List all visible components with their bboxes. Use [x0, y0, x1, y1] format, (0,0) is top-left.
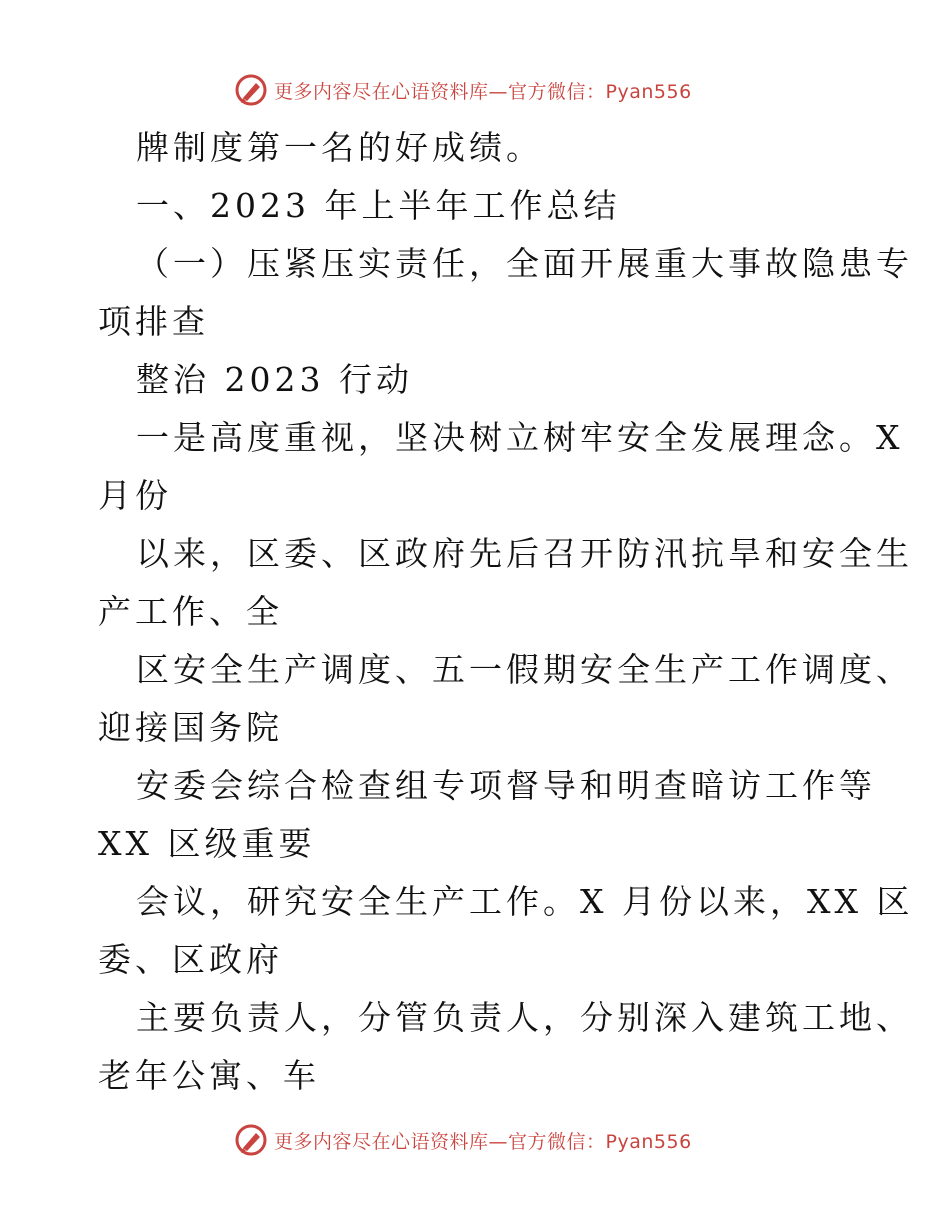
body-line: 安委会综合检查组专项督导和明查暗访工作等	[136, 766, 876, 805]
pen-logo-icon	[234, 1123, 268, 1157]
body-line: 产工作、全	[98, 592, 283, 631]
body-line: 老年公寓、车	[98, 1056, 320, 1095]
body-line: 委、区政府	[98, 940, 283, 979]
pen-logo-icon	[234, 73, 268, 107]
subsection-heading-cont: 项排查	[98, 302, 209, 341]
body-line: XX 区级重要	[98, 824, 316, 863]
body-line: 一是高度重视，坚决树立树牢安全发展理念。X	[136, 418, 904, 457]
body-line: 月份	[98, 476, 172, 515]
body-line: 以来，区委、区政府先后召开防汛抗旱和安全生	[136, 534, 913, 573]
section-heading: 一、2023 年上半年工作总结	[136, 186, 621, 225]
body-line: 区安全生产调度、五一假期安全生产工作调度、	[136, 650, 913, 689]
body-line: 牌制度第一名的好成绩。	[136, 128, 543, 167]
header-banner-text: 更多内容尽在心语资料库—官方微信：Pyan556	[274, 80, 692, 103]
body-line: 主要负责人，分管负责人，分别深入建筑工地、	[136, 998, 913, 1037]
subsection-heading: （一）压紧压实责任，全面开展重大事故隐患专	[136, 244, 913, 283]
body-line: 会议，研究安全生产工作。X 月份以来，XX 区	[136, 882, 914, 921]
footer-watermark-banner	[0, 1120, 950, 1160]
footer-banner-text: 更多内容尽在心语资料库—官方微信：Pyan556	[274, 1130, 692, 1153]
header-watermark-banner	[0, 70, 950, 110]
body-line: 整治 2023 行动	[136, 360, 413, 399]
body-line: 迎接国务院	[98, 708, 283, 747]
